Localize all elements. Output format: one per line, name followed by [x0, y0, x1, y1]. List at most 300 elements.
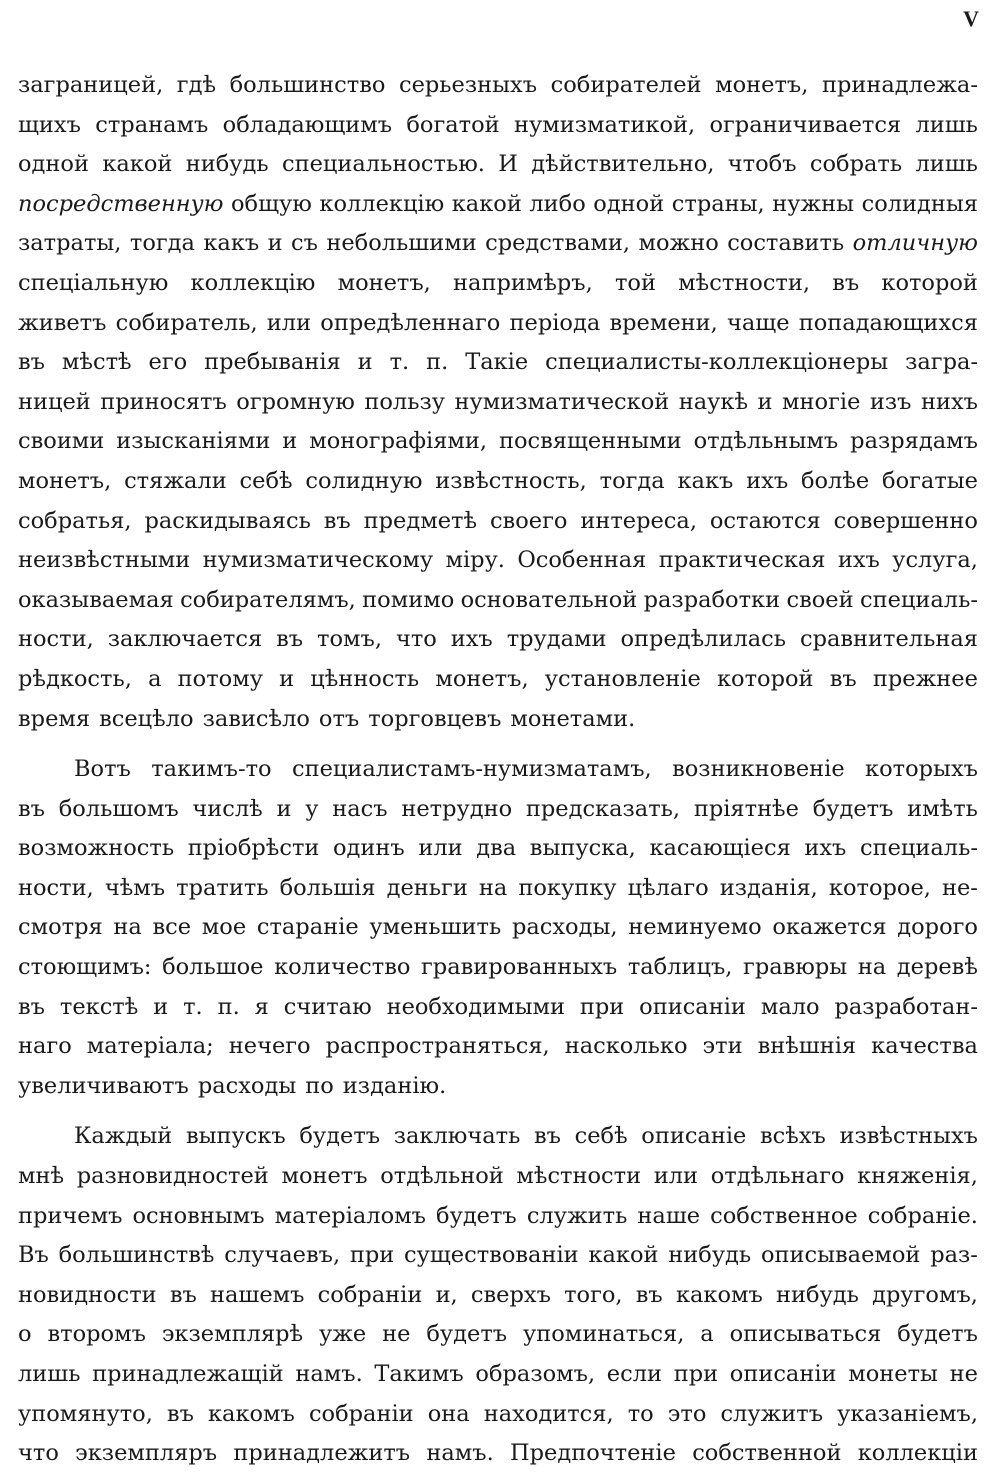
text-line: [18, 1197, 978, 1237]
word: будетъ: [812, 795, 894, 822]
text-line: [18, 541, 978, 581]
word: нечего: [228, 1033, 311, 1060]
word: количество: [274, 954, 411, 981]
word: Такіе: [465, 349, 529, 376]
text-line: [18, 1355, 978, 1395]
word: можно: [638, 230, 719, 257]
text-line: [18, 264, 978, 304]
paragraph: [18, 1117, 978, 1473]
word: экземпляръ: [75, 1440, 218, 1467]
word: ности,: [18, 874, 94, 901]
word: какъ: [203, 230, 260, 257]
word: дѣйствительно,: [531, 151, 715, 178]
word: въ: [276, 626, 304, 653]
word: изданію.: [342, 1072, 447, 1099]
word: предсказать,: [525, 795, 681, 822]
text-line: [18, 1117, 978, 1157]
word: собраніи: [317, 1281, 423, 1308]
word: два: [476, 835, 517, 862]
word: нумизматикой,: [514, 111, 696, 138]
word: дорого: [897, 914, 978, 941]
text-line: [18, 620, 978, 660]
word: случаевъ,: [224, 1242, 341, 1269]
word: монетъ: [281, 1163, 368, 1190]
word: своей: [786, 586, 854, 613]
word: большинствѣ: [58, 1242, 215, 1269]
word: въ: [18, 795, 45, 822]
word: напримѣръ,: [453, 269, 593, 296]
word: монетами.: [510, 705, 636, 732]
word: матеріала;: [86, 1033, 214, 1060]
word: нихъ: [920, 388, 978, 415]
word: выпускъ: [185, 1123, 286, 1150]
word: всецѣло: [99, 705, 194, 732]
word: специаль-: [860, 835, 978, 862]
text-line: [18, 1027, 978, 1067]
word: п.: [217, 993, 240, 1020]
word: либо: [529, 190, 586, 217]
text-line: [18, 660, 978, 700]
word: мало: [760, 993, 820, 1020]
text-line: [18, 1276, 978, 1316]
word: принадлежитъ: [233, 1440, 411, 1467]
text-line: [18, 1315, 978, 1355]
word: неизвѣстными: [18, 547, 191, 574]
word: на: [857, 954, 887, 981]
word: нибудь: [185, 151, 269, 178]
word: пріятнѣе: [693, 795, 799, 822]
word: мѣстности: [516, 1163, 642, 1190]
word: а: [148, 665, 162, 692]
word: нибудь: [668, 1242, 752, 1269]
word: описаніе: [641, 1123, 747, 1150]
text-line: [18, 908, 978, 948]
word: ограничивается: [709, 111, 902, 138]
word: у: [305, 795, 319, 822]
word: какой: [102, 151, 173, 178]
word: помимо: [362, 586, 455, 613]
word: собирателей: [550, 72, 702, 98]
page-number: V: [963, 6, 980, 31]
word: принадлежа-: [821, 72, 978, 98]
word: себѣ: [574, 1123, 628, 1150]
word: того,: [564, 1281, 623, 1308]
word: стяжали: [124, 467, 227, 494]
word: не: [949, 1361, 978, 1387]
word: и: [357, 349, 373, 376]
word: средствами,: [485, 230, 631, 257]
word: совершенно: [833, 507, 978, 534]
word: указаніемъ,: [837, 1400, 978, 1427]
word: остаются: [709, 507, 821, 534]
word: въ: [166, 1400, 194, 1427]
word: монетъ,: [337, 269, 431, 296]
word: ихъ: [746, 467, 789, 494]
word: стараніе: [256, 914, 359, 941]
word: извѣстность,: [435, 467, 587, 494]
paragraph: [18, 750, 978, 1106]
word: необходимыми: [386, 993, 565, 1020]
word: Такимъ: [374, 1361, 464, 1387]
word: что: [18, 1440, 59, 1467]
word: заключается: [107, 626, 263, 653]
word: принадлежащій: [92, 1361, 284, 1387]
word: Особенная: [517, 547, 647, 574]
word: наше: [637, 1202, 701, 1229]
text-line: [18, 185, 978, 225]
word: нумизматическому: [202, 547, 434, 574]
word: времени,: [609, 309, 718, 336]
word: зависѣло: [202, 705, 310, 732]
word: услуга,: [892, 547, 978, 574]
word: о: [18, 1321, 32, 1348]
word: какъ: [677, 467, 734, 494]
word: томъ,: [317, 626, 382, 653]
word: упомянуто,: [18, 1400, 153, 1427]
word: при: [579, 993, 625, 1020]
text-line: [18, 581, 978, 621]
word: періода: [509, 309, 601, 336]
word: которой: [716, 665, 814, 692]
word: ности,: [18, 626, 94, 653]
word: которой: [881, 269, 978, 296]
word: будетъ: [299, 1123, 381, 1150]
word: а: [700, 1321, 714, 1348]
word: разрядамъ: [850, 428, 978, 455]
word: расходы: [197, 1072, 297, 1099]
word: своими: [18, 428, 105, 455]
word: текстѣ: [59, 993, 139, 1020]
word: потому: [177, 665, 263, 692]
word: т.: [389, 349, 410, 376]
word: Предпочтеніе: [510, 1440, 676, 1467]
word: описываться: [729, 1321, 882, 1348]
word: описаніи: [639, 993, 746, 1020]
text-line: [18, 383, 978, 423]
word: собирателямъ,: [180, 586, 356, 613]
word: отдѣльнаго: [710, 1163, 845, 1190]
word: приносятъ: [100, 388, 227, 415]
word: съ: [291, 230, 318, 257]
word: какомъ: [207, 1400, 295, 1427]
word: т.: [183, 993, 203, 1020]
word: нужны: [772, 190, 855, 217]
word: собрать: [809, 151, 903, 178]
word: уменьшить: [369, 914, 502, 941]
word: новидности: [18, 1281, 157, 1308]
word: и: [279, 665, 295, 692]
word: на: [478, 874, 508, 901]
word: считаю: [283, 993, 372, 1020]
word: въ: [635, 1281, 663, 1308]
word: собратья,: [18, 507, 132, 534]
text-line: [18, 462, 978, 502]
word: его: [148, 349, 188, 376]
word: или: [266, 309, 312, 336]
word: ихъ: [804, 835, 847, 862]
word: собственное: [710, 1202, 858, 1229]
text-line: [18, 1067, 978, 1107]
word: рѣдкость,: [18, 665, 132, 692]
word: въ: [18, 349, 45, 376]
word: ихъ: [450, 626, 493, 653]
word: и: [153, 993, 169, 1020]
word: въ: [534, 1123, 561, 1150]
word: причемъ: [18, 1202, 123, 1229]
word: въ: [323, 507, 351, 534]
word: расходы,: [511, 914, 618, 941]
word: богатой: [406, 111, 500, 138]
word: выпуска,: [529, 835, 636, 862]
word: мое: [201, 914, 247, 941]
word: изданія,: [719, 874, 818, 901]
word: она: [427, 1400, 470, 1427]
word: большомъ: [58, 795, 179, 822]
word: тратить: [176, 874, 269, 901]
word: я: [254, 993, 269, 1020]
word: солидную: [305, 467, 423, 494]
word: многіе: [782, 388, 861, 415]
word: время: [18, 705, 91, 732]
word: образомъ,: [475, 1361, 596, 1387]
word: отдѣльной: [380, 1163, 504, 1190]
word: и: [267, 230, 283, 257]
word: попадающихся: [798, 309, 978, 336]
word: Въ: [18, 1242, 49, 1269]
word: прежнее: [872, 665, 978, 692]
word: при: [349, 1242, 395, 1269]
word: или: [653, 1163, 699, 1190]
word: предметѣ: [363, 507, 478, 534]
word: служитъ: [720, 1400, 824, 1427]
word: своего: [489, 507, 568, 534]
word: ихъ: [837, 547, 880, 574]
text-line: [18, 700, 978, 740]
word: которыхъ: [865, 756, 978, 783]
word: нашемъ: [210, 1281, 305, 1308]
word: болѣе: [800, 467, 870, 494]
word: разновидностей: [76, 1163, 269, 1190]
text-line: [18, 502, 978, 542]
word: намъ.: [426, 1440, 494, 1467]
word: покупку: [518, 874, 617, 901]
word: чѣмъ: [104, 874, 166, 901]
word: въ: [832, 269, 860, 296]
word: загра-: [905, 349, 978, 376]
text-line: [18, 869, 978, 909]
word: живетъ: [18, 309, 107, 336]
word: стоющимъ:: [18, 954, 152, 981]
paragraph: [18, 66, 978, 739]
word: смотря: [18, 914, 103, 941]
word: и: [757, 388, 773, 415]
word: не: [382, 1321, 411, 1348]
word: большія: [279, 874, 376, 901]
word: насъ: [332, 795, 388, 822]
word: если: [606, 1361, 663, 1387]
word: качества: [871, 1033, 978, 1060]
text-line: [18, 1157, 978, 1197]
text-line: [18, 1434, 978, 1474]
word: существованіи: [404, 1242, 579, 1269]
text-line: [18, 988, 978, 1028]
word: всѣхъ: [760, 1123, 826, 1150]
word: имѣть: [907, 795, 978, 822]
word: торговцевъ: [368, 705, 502, 732]
word: на: [113, 914, 142, 941]
text-line: [18, 66, 978, 106]
word: наго: [18, 1033, 72, 1060]
word: изысканіями: [116, 428, 271, 455]
word: наукѣ: [678, 388, 749, 415]
text-line: [18, 790, 978, 830]
word: деревѣ: [896, 954, 978, 981]
word: мѣстности,: [678, 269, 811, 296]
word: опредѣлилась: [620, 626, 787, 653]
word: собственной: [692, 1440, 842, 1467]
word: служить: [526, 1202, 628, 1229]
word: ницей: [18, 388, 91, 415]
text-line: [18, 1236, 978, 1276]
text-line: [18, 948, 978, 988]
word: все: [152, 914, 192, 941]
word: огромную: [236, 388, 355, 415]
word: и,: [435, 1281, 458, 1308]
word: трудами: [506, 626, 607, 653]
body-text: [18, 66, 978, 1474]
word: И: [498, 151, 518, 178]
word: странамъ: [95, 111, 209, 138]
word: отличную: [852, 230, 978, 257]
text-line: [18, 829, 978, 869]
word: второмъ: [47, 1321, 146, 1348]
word: нумизматической: [454, 388, 670, 415]
word: упоминаться,: [523, 1321, 685, 1348]
text-line: [18, 1395, 978, 1435]
word: гравюры: [743, 954, 848, 981]
word: установленіе: [544, 665, 701, 692]
word: неминуемо: [628, 914, 762, 941]
word: заключать: [393, 1123, 521, 1150]
word: и: [282, 428, 298, 455]
word: намъ.: [295, 1361, 363, 1387]
word: цѣнность: [310, 665, 420, 692]
word: по: [305, 1072, 334, 1099]
word: специалистамъ-нумизматамъ,: [291, 756, 652, 783]
word: тогда: [599, 467, 665, 494]
word: посвященными: [499, 428, 682, 455]
word: насколько: [564, 1033, 688, 1060]
word: опредѣленнаго: [320, 309, 501, 336]
word: гдѣ: [176, 72, 217, 98]
word: монографіями,: [309, 428, 488, 455]
word: раскидываясь: [144, 507, 311, 534]
word: монетъ,: [18, 467, 112, 494]
text-line: [18, 343, 978, 383]
word: большое: [162, 954, 264, 981]
word: міру.: [445, 547, 505, 574]
word: п.: [426, 349, 449, 376]
word: пользу: [364, 388, 445, 415]
word: коллекцію: [319, 190, 445, 217]
word: нибудь: [776, 1281, 859, 1308]
word: монеты: [848, 1361, 938, 1387]
word: тогда: [129, 230, 195, 257]
text-line: [18, 750, 978, 790]
text-line: [18, 304, 978, 344]
word: сверхъ: [470, 1281, 551, 1308]
word: извѣстныхъ: [839, 1123, 978, 1150]
word: увеличиваютъ: [18, 1072, 189, 1099]
word: описываемой: [760, 1242, 921, 1269]
word: общую: [231, 190, 312, 217]
word: богатые: [882, 467, 978, 494]
word: большинство: [229, 72, 386, 98]
word: княженія,: [857, 1163, 978, 1190]
word: основательной: [460, 586, 638, 613]
word: коллекцію: [190, 269, 316, 296]
word: лишь: [18, 1361, 81, 1387]
word: какомъ: [675, 1281, 763, 1308]
word: собиратель,: [115, 309, 258, 336]
word: сравнительная: [799, 626, 978, 653]
word: будетъ: [436, 1202, 517, 1229]
word: будетъ: [426, 1321, 508, 1348]
word: разработки: [643, 586, 781, 613]
word: не-: [941, 874, 978, 901]
word: возможность: [18, 835, 175, 862]
word: посредственную: [18, 190, 224, 217]
word: другомъ,: [872, 1281, 978, 1308]
word: составить: [727, 230, 845, 257]
word: той: [614, 269, 656, 296]
word: числѣ: [192, 795, 263, 822]
word: солидныя: [861, 190, 978, 217]
word: въ: [18, 993, 45, 1020]
word: отдѣльнымъ: [693, 428, 839, 455]
word: возникновеніе: [672, 756, 845, 783]
word: касающіеся: [649, 835, 791, 862]
word: мѣстѣ: [61, 349, 132, 376]
word: чаще: [726, 309, 790, 336]
word: себѣ: [239, 467, 293, 494]
word: затраты,: [18, 230, 122, 257]
word: практическая: [658, 547, 826, 574]
word: заграницей,: [18, 72, 164, 98]
word: пребыванія: [204, 349, 341, 376]
word: въ: [829, 665, 857, 692]
word: экземплярѣ: [161, 1321, 304, 1348]
word: распространяться,: [325, 1033, 550, 1060]
word: собраніе.: [867, 1202, 978, 1229]
word: специальностью.: [282, 151, 485, 178]
word: которое,: [828, 874, 931, 901]
word: цѣлаго: [627, 874, 709, 901]
word: таблицъ,: [627, 954, 733, 981]
word: уже: [318, 1321, 367, 1348]
word: специаль-: [859, 586, 978, 613]
text-line: [18, 422, 978, 462]
word: какой: [451, 190, 522, 217]
word: одной: [18, 151, 89, 178]
word: такимъ-то: [151, 756, 272, 783]
word: одной: [593, 190, 665, 217]
word: окажется: [772, 914, 887, 941]
word: внѣшнія: [757, 1033, 857, 1060]
word: страны,: [671, 190, 765, 217]
word: щихъ: [18, 111, 81, 138]
word: лишь: [915, 111, 978, 138]
